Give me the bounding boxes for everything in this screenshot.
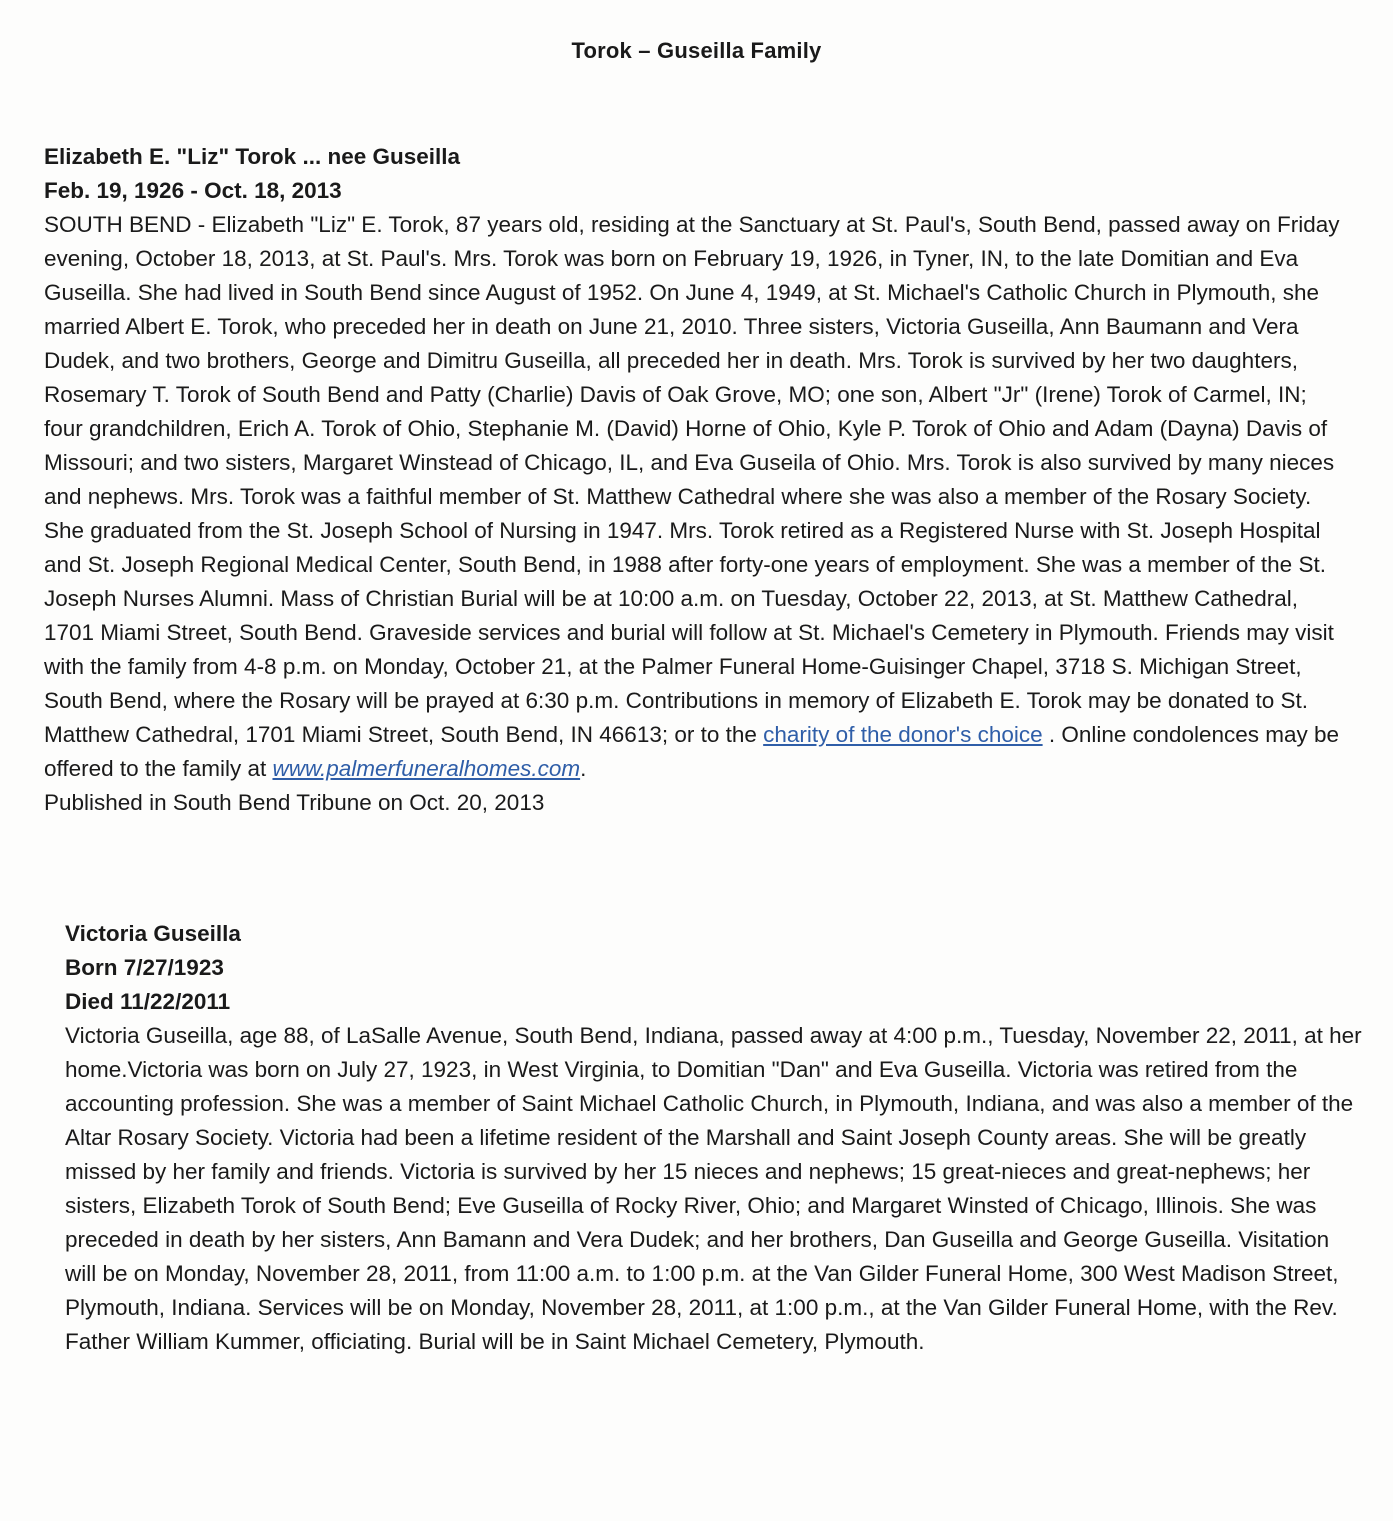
funeral-home-website-link[interactable]: www.palmerfuneralhomes.com <box>272 756 581 781</box>
obituary-victoria-guseilla <box>65 917 1365 1359</box>
obituary-body-text-continued: . Online condolences may be offered to the family at <box>44 722 1340 781</box>
obituary-elizabeth-torok <box>44 140 1344 820</box>
obituary-body <box>44 208 1344 786</box>
charity-link[interactable]: charity of the donor's choice <box>763 722 1043 747</box>
page-title: Torok – Guseilla Family <box>571 38 822 63</box>
obituary-born-date: Born 7/27/1923 <box>65 955 224 980</box>
obituary-dates: Feb. 19, 1926 - Oct. 18, 2013 <box>44 178 342 203</box>
obituary-name: Victoria Guseilla <box>65 921 241 946</box>
obituary-body-text-end: . <box>580 756 587 781</box>
obituary-body-text: SOUTH BEND - Elizabeth "Liz" E. Torok, 87 years old, residing at the Sanctuary at St. Paul's, South Bend, passed away on Friday evening, October 18, 2013, at St. Paul's. Mrs. Torok was born on February 19, 1926, in Tyner, IN, to the late Domitian and Eva Guseilla. She had lived in South Bend since August of 1952. On June 4, 1949, at St. Michael's Catholic Church in Plymouth, she married Albert E. Torok, who preceded her in death on June 21, 2010. Three sisters, Victoria Guseilla, Ann Baumann and Vera Dudek, and two brothers, George and Dimitru Guseilla, all preceded her in death. Mrs. Torok is survived by her two daughters, Rosemary T. Torok of South Bend and Patty (Charlie) Davis of Oak Grove, MO; one son, Albert "Jr" (Irene) Torok of Carmel, IN; four grandchildren, Erich A. Torok of Ohio, Stephanie M. (David) Horne of Ohio, Kyle P. Torok of Ohio and Adam (Dayna) Davis of Missouri; and two sisters, Margaret Winstead of Chicago, IL, and Eva Guseila of Ohio. Mrs. Torok is also survived by many nieces and nephews. Mrs. Torok was a faithful member of St. Matthew Cathedral where she was also a member of the Rosary Society. She graduated from the St. Joseph School of Nursing in 1947. Mrs. Torok retired as a Registered Nurse with St. Joseph Hospital and St. Joseph Regional Medical Center, South Bend, in 1988 after forty-one years of employment. She was a member of the St. Joseph Nurses Alumni. Mass of Christian Burial will be at 10:00 a.m. on Tuesday, October 22, 2013, at St. Matthew Cathedral, 1701 Miami Street, South Bend. Graveside services and burial will follow at St. Michael's Cemetery in Plymouth. Friends may visit with the family from 4-8 p.m. on Monday, October 21, at the Palmer Funeral Home-Guisinger Chapel, 3718 S. Michigan Street, South Bend, where the Rosary will be prayed at 6:30 p.m. Contributions in memory of Elizabeth E. Torok may be donated to St. Matthew Cathedral, 1701 Miami Street, South Bend, IN 46613; or to the <box>44 212 1340 747</box>
obituary-body: Victoria Guseilla, age 88, of LaSalle Avenue, South Bend, Indiana, passed away at 4:00 p.m., Tuesday, November 22, 2011, at her home.Victoria was born on July 27, 1923, in West Virginia, to Domitian "Dan" and Eva Guseilla. Victoria was retired from the accounting profession. She was a member of Saint Michael Catholic Church, in Plymouth, Indiana, and was also a member of the Altar Rosary Society. Victoria had been a lifetime resident of the Marshall and Saint Joseph County areas. She will be greatly missed by her family and friends. Victoria is survived by her 15 nieces and nephews; 15 great-nieces and great-nephews; her sisters, Elizabeth Torok of South Bend; Eve Guseilla of Rocky River, Ohio; and Margaret Winsted of Chicago, Illinois. She was preceded in death by her sisters, Ann Bamann and Vera Dudek; and her brothers, Dan Guseilla and George Guseilla. Visitation will be on Monday, November 28, 2011, from 11:00 a.m. to 1:00 p.m. at the Van Gilder Funeral Home, 300 West Madison Street, Plymouth, Indiana. Services will be on Monday, November 28, 2011, at 1:00 p.m., at the Van Gilder Funeral Home, with the Rev. Father William Kummer, officiating. Burial will be in Saint Michael Cemetery, Plymouth. <box>65 1023 1362 1354</box>
obituary-died-date: Died 11/22/2011 <box>65 989 231 1014</box>
obituary-name: Elizabeth E. "Liz" Torok ... nee Guseilla <box>44 144 461 169</box>
publication-note: Published in South Bend Tribune on Oct. 20, 2013 <box>44 790 545 815</box>
